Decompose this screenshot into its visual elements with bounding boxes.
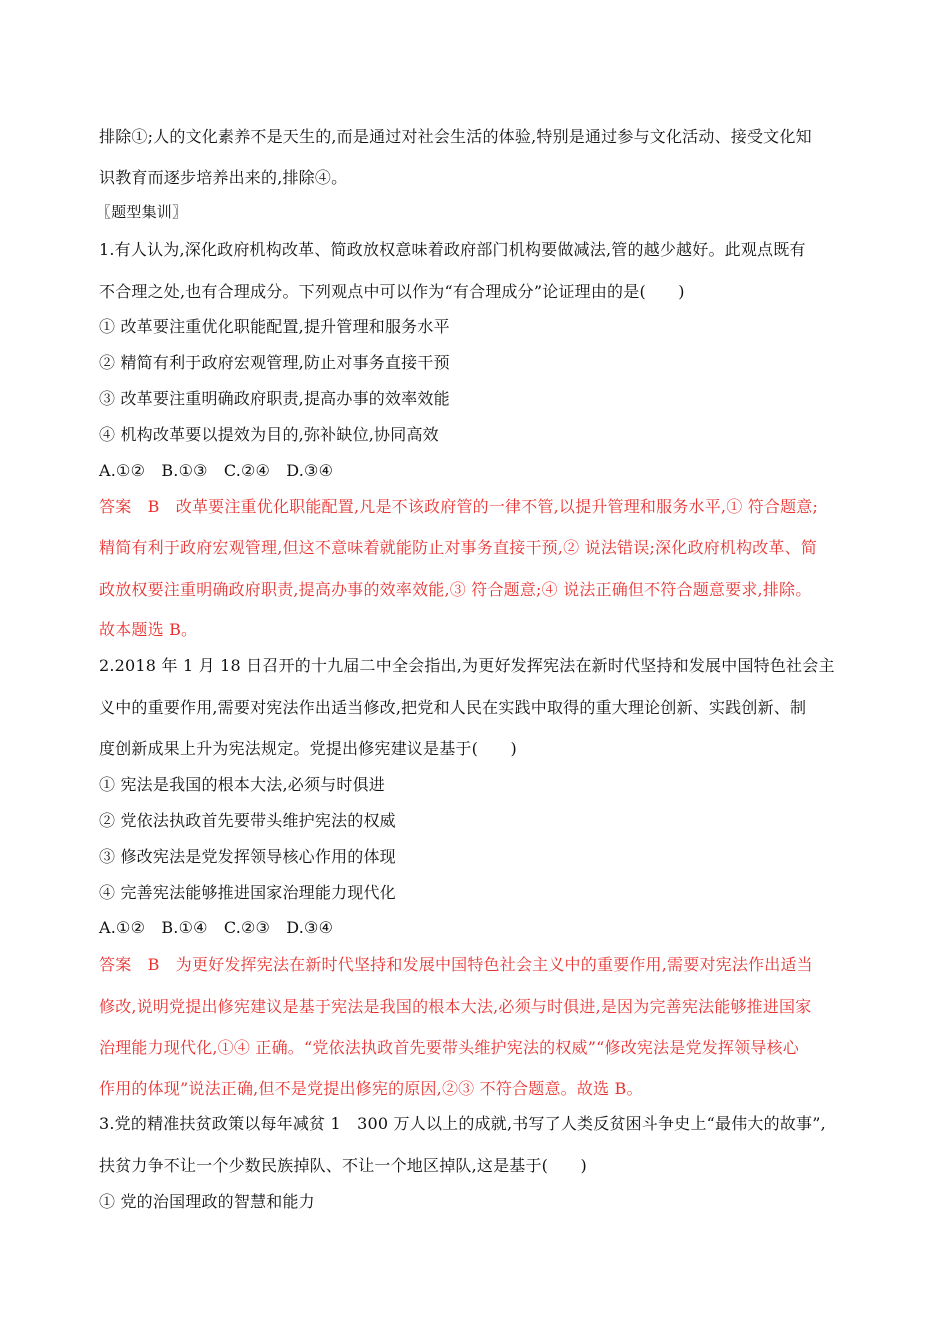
question-2-option-4: ④ 完善宪法能够推进国家治理能力现代化: [99, 883, 396, 902]
question-1-option-4: ④ 机构改革要以提效为目的,弥补缺位,协同高效: [99, 425, 439, 444]
question-1-answer-line-2: 精简有利于政府宏观管理,但这不意味着就能防止对事务直接干预,② 说法错误;深化政府机构改革、简: [99, 538, 818, 557]
question-2-stem-line-2: 义中的重要作用,需要对宪法作出适当修改,把党和人民在实践中取得的重大理论创新、实践创新、制: [99, 698, 807, 717]
explanation-continued-line-2: 识教育而逐步培养出来的,排除④。: [99, 168, 348, 187]
question-3-stem-line-2: 扶贫力争不让一个少数民族掉队、不让一个地区掉队,这是基于( ): [99, 1156, 587, 1175]
question-1-option-2: ② 精简有利于政府宏观管理,防止对事务直接干预: [99, 353, 450, 372]
question-1-option-1: ① 改革要注重优化职能配置,提升管理和服务水平: [99, 317, 450, 336]
question-1-answer-line-3: 政放权要注重明确政府职责,提高办事的效率效能,③ 符合题意;④ 说法正确但不符合题意要求,排除。: [99, 580, 812, 599]
explanation-continued-line-1: 排除①;人的文化素养不是天生的,而是通过对社会生活的体验,特别是通过参与文化活动、接受文化知: [99, 127, 812, 146]
question-2-choices: A.①② B.①④ C.②③ D.③④: [99, 918, 334, 937]
question-2-answer-line-1: 答案 B 为更好发挥宪法在新时代坚持和发展中国特色社会主义中的重要作用,需要对宪法作出适当: [99, 955, 813, 974]
question-2-option-1: ① 宪法是我国的根本大法,必须与时俱进: [99, 775, 385, 794]
question-2-answer-line-2: 修改,说明党提出修宪建议是基于宪法是我国的根本大法,必须与时俱进,是因为完善宪法能够推进国家: [99, 997, 812, 1016]
question-2-option-2: ② 党依法执政首先要带头维护宪法的权威: [99, 811, 396, 830]
question-2-answer-line-4: 作用的体现”说法正确,但不是党提出修宪的原因,②③ 不符合题意。故选 B。: [99, 1079, 643, 1098]
question-2-answer-line-3: 治理能力现代化,①④ 正确。“党依法执政首先要带头维护宪法的权威”“修改宪法是党发挥领导核心: [99, 1038, 799, 1057]
question-1-choices: A.①② B.①③ C.②④ D.③④: [99, 461, 334, 480]
question-1-option-3: ③ 改革要注重明确政府职责,提高办事的效率效能: [99, 389, 450, 408]
question-1-stem-line-2: 不合理之处,也有合理成分。下列观点中可以作为“有合理成分”论证理由的是( ): [99, 282, 685, 301]
question-3-option-1: ① 党的治国理政的智慧和能力: [99, 1192, 315, 1211]
question-3-stem-line-1: 3.党的精准扶贫政策以每年减贫 1 300 万人以上的成就,书写了人类反贫困斗争史上“最伟大的故事”,: [99, 1114, 826, 1133]
question-2-stem-line-3: 度创新成果上升为宪法规定。党提出修宪建议是基于( ): [99, 739, 517, 758]
question-1-stem-line-1: 1.有人认为,深化政府机构改革、简政放权意味着政府部门机构要做减法,管的越少越好。此观点既有: [99, 240, 806, 259]
question-1-answer-line-4: 故本题选 B。: [99, 620, 198, 639]
section-heading: 〖题型集训〗: [96, 203, 188, 221]
question-2-stem-line-1: 2.2018 年 1 月 18 日召开的十九届二中全会指出,为更好发挥宪法在新时代坚持和发展中国特色社会主: [99, 656, 835, 675]
question-2-option-3: ③ 修改宪法是党发挥领导核心作用的体现: [99, 847, 396, 866]
question-1-answer-line-1: 答案 B 改革要注重优化职能配置,凡是不该政府管的一律不管,以提升管理和服务水平,① 符合题意;: [99, 497, 819, 516]
